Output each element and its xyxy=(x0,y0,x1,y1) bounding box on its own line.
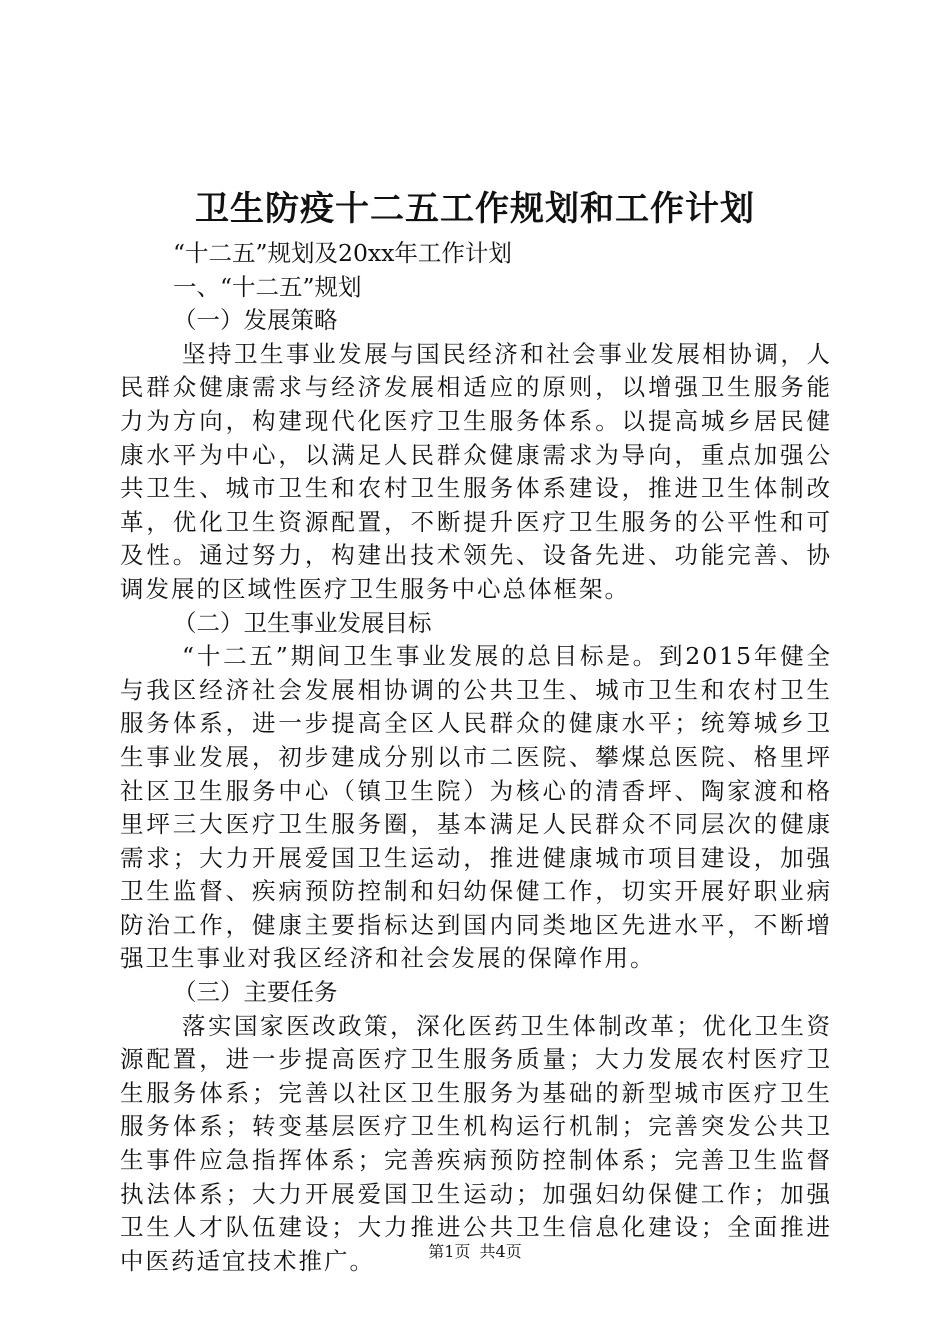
page-total: 共4页 xyxy=(479,1242,522,1261)
subheading-development-goals: （二）卫生事业发展目标 xyxy=(173,608,432,637)
subheading-development-strategy: （一）发展策略 xyxy=(173,306,338,335)
section-heading-1: 一、“十二五”规划 xyxy=(173,272,362,301)
document-subtitle: “十二五”规划及20xx年工作计划 xyxy=(173,239,512,267)
paragraph-development-strategy: 坚持卫生事业发展与国民经济和社会事业发展相协调，人民群众健康需求与经济发展相适应的原则，以增强卫生服务能力为方向，构建现代化医疗卫生服务体系。以提高城乡居民健康水平为中心，以满足人民群众健康需求为导向，重点加强公共卫生、城市卫生和农村卫生服务体系建设，推进卫生体制改革，优化卫生资源配置，不断提升医疗卫生服务的公平性和可及性。通过努力，构建出技术领先、设备先进、功能完善、协调发展的区域性医疗卫生服务中心总体框架。 xyxy=(120,339,832,603)
document-title: 卫生防疫十二五工作规划和工作计划 xyxy=(195,189,755,229)
page-number: 第1页 xyxy=(428,1242,471,1261)
paragraph-main-tasks: 落实国家医改政策，深化医药卫生体制改革；优化卫生资源配置，进一步提高医疗卫生服务质量；大力发展农村医疗卫生服务体系；完善以社区卫生服务为基础的新型城市医疗卫生服务体系；转变基层医疗卫生机构运行机制；完善突发公共卫生事件应急指挥体系；完善疾病预防控制体系；完善卫生监督执法体系；大力开展爱国卫生运动；加强妇幼保健工作；加强卫生人才队伍建设；大力推进公共卫生信息化建设；全面推进中医药适宜技术推广。 xyxy=(120,1011,832,1275)
page-footer xyxy=(0,1240,950,1264)
paragraph-development-goals: “十二五”期间卫生事业发展的总目标是。到2015年健全与我区经济社会发展相协调的公共卫生、城市卫生和农村卫生服务体系，进一步提高全区人民群众的健康水平；统筹城乡卫生事业发展，初步建成分别以市二医院、攀煤总医院、格里坪社区卫生服务中心（镇卫生院）为核心的清香坪、陶家渡和格里坪三大医疗卫生服务圈，基本满足人民群众不同层次的健康需求；大力开展爱国卫生运动，推进健康城市项目建设，加强卫生监督、疾病预防控制和妇幼保健工作，切实开展好职业病防治工作，健康主要指标达到国内同类地区先进水平，不断增强卫生事业对我区经济和社会发展的保障作用。 xyxy=(120,642,832,973)
document-body xyxy=(120,237,832,1278)
subheading-main-tasks: （三）主要任务 xyxy=(173,978,338,1007)
